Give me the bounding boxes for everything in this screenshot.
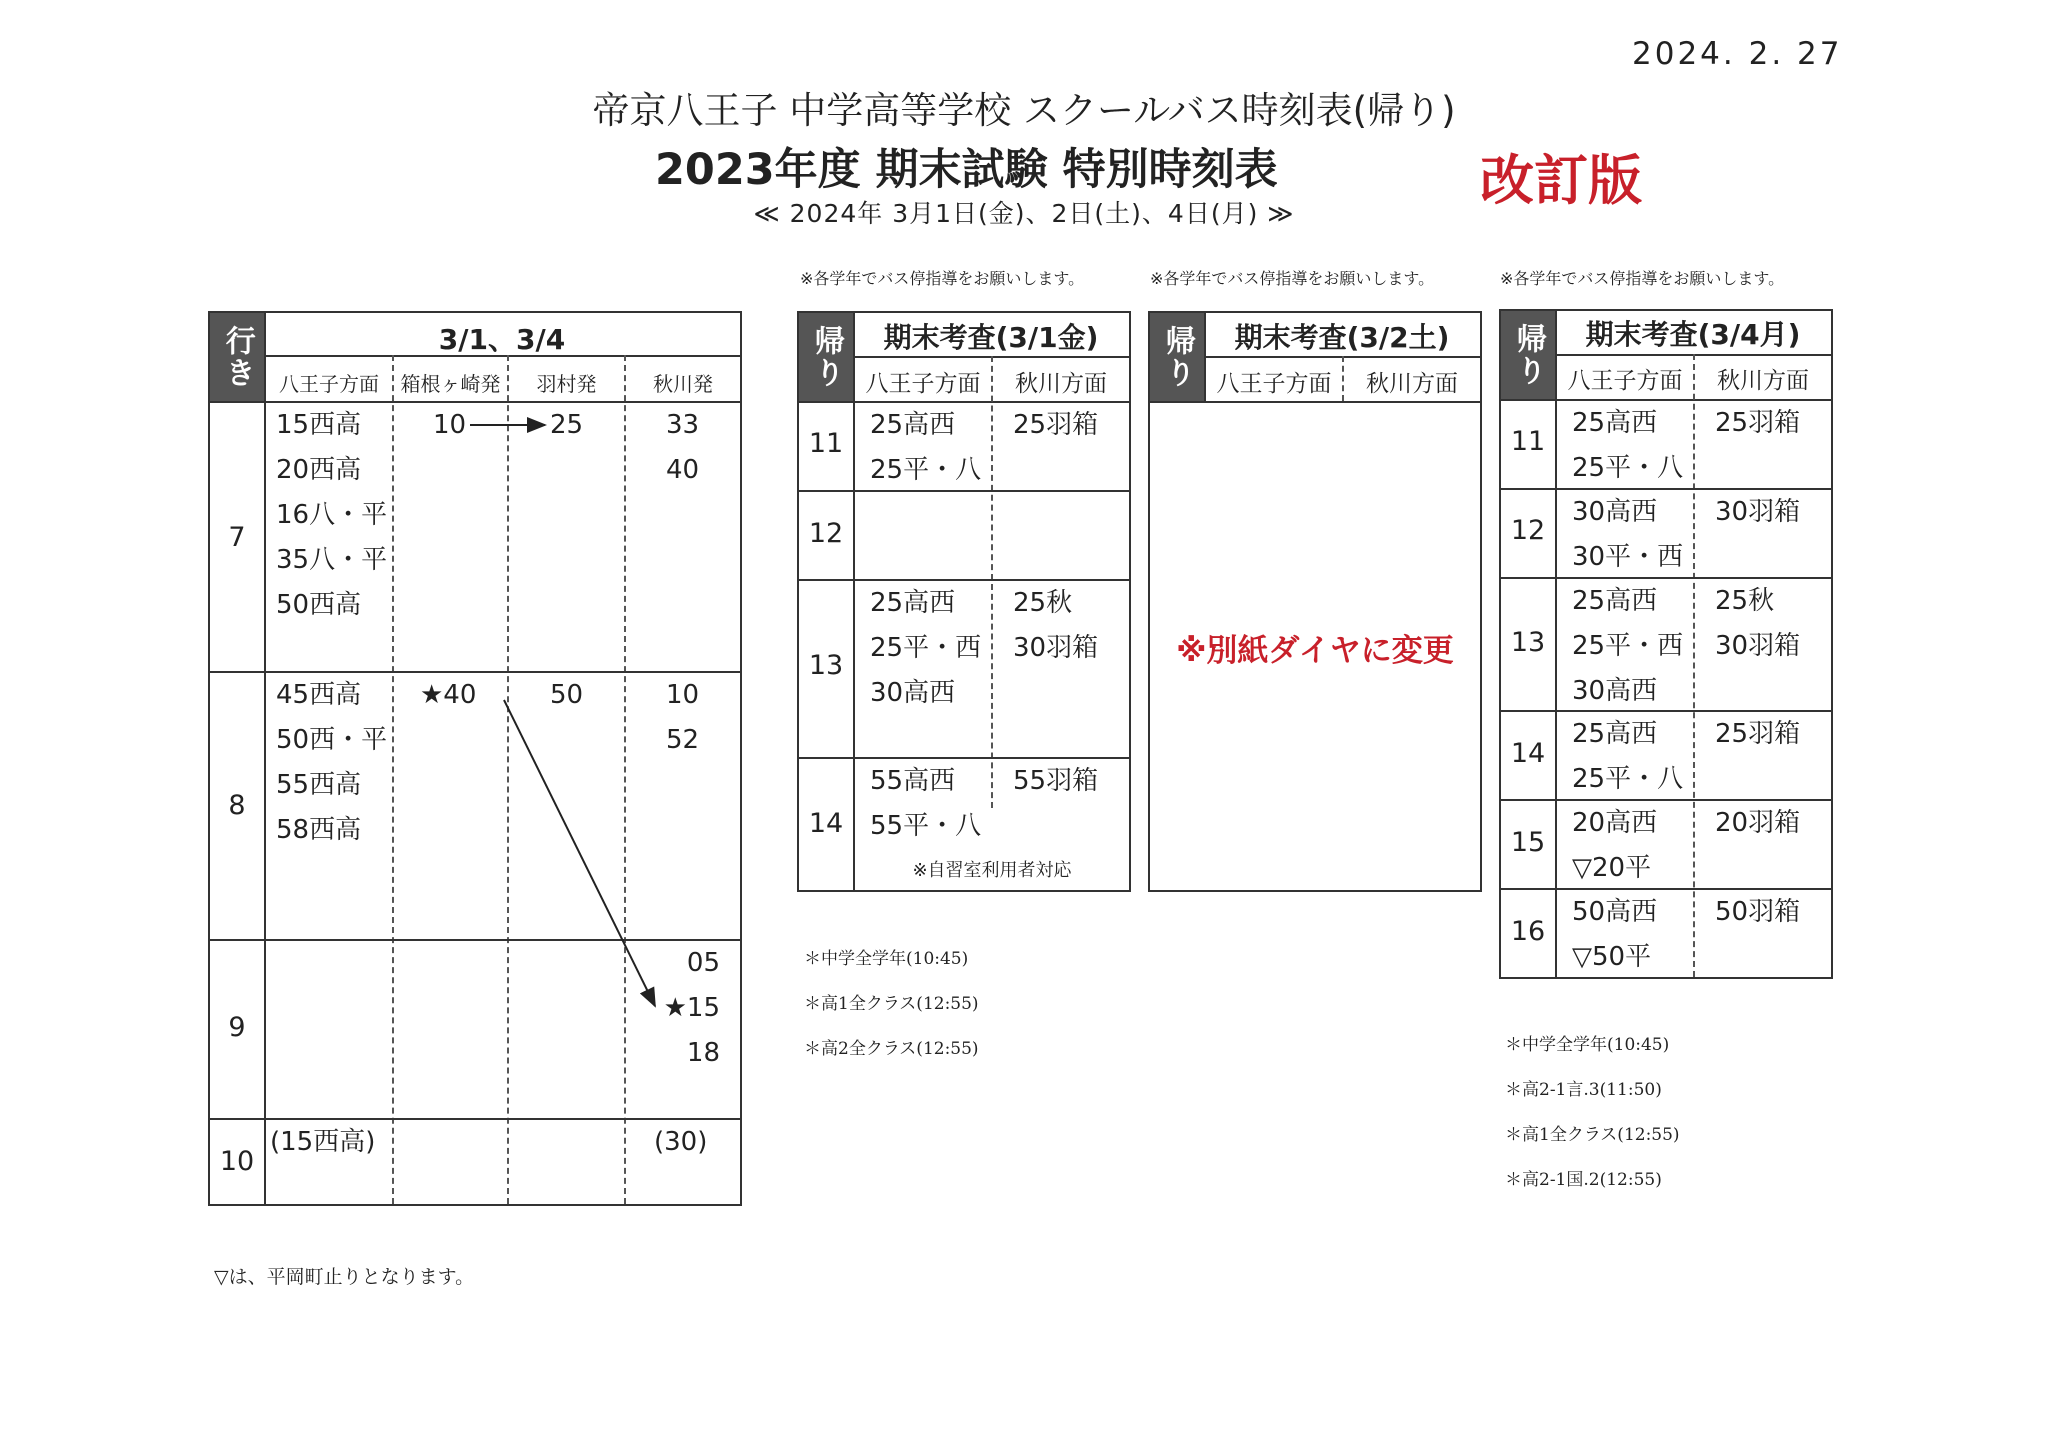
- schedule-cell: (15西高): [270, 1127, 376, 1157]
- return-title: 期末考査(3/2土): [1234, 321, 1450, 354]
- footnote: ＊中学全学年(10:45): [1505, 1035, 1670, 1055]
- hour-label: 10: [219, 1146, 255, 1177]
- date-range: ≪ 2024年 3月1日(金)、2日(土)、4日(月) ≫: [753, 199, 1295, 228]
- hour-label: 16: [1510, 916, 1546, 947]
- schedule-cell: 25羽箱: [1715, 719, 1801, 749]
- return-badge: 帰り: [1150, 313, 1204, 401]
- column-header: 秋川方面: [1366, 371, 1458, 397]
- schedule-cell: 25高西 25平・八: [1572, 719, 1684, 794]
- return-title: 期末考査(3/4月): [1585, 318, 1801, 351]
- schedule-cell: 25高西 25平・八: [1572, 408, 1684, 483]
- bus-stop-note: ※各学年でバス停指導をお願いします。: [1150, 269, 1435, 288]
- schedule-cell: 55羽箱: [1013, 766, 1099, 796]
- schedule-change-notice: ※別紙ダイヤに変更: [1176, 633, 1454, 669]
- footnote: ＊高2-1国.2(12:55): [1505, 1170, 1662, 1190]
- hour-label: 12: [1510, 515, 1546, 546]
- page-subtitle: 2023年度 期末試験 特別時刻表: [655, 145, 1278, 195]
- arrow-line: [504, 700, 655, 1006]
- schedule-cell: 30高西 30平・西: [1572, 497, 1684, 572]
- schedule-cell: 55高西 55平・八: [870, 766, 982, 841]
- hour-label: 7: [228, 522, 246, 553]
- column-header: 羽村発: [536, 372, 597, 396]
- schedule-cell: 50: [550, 680, 584, 710]
- bus-stop-note: ※各学年でバス停指導をお願いします。: [1500, 269, 1785, 288]
- schedule-cell: 10 52: [666, 680, 700, 755]
- schedule-cell: 50高西 ▽50平: [1572, 897, 1658, 972]
- column-header: 箱根ヶ崎発: [400, 372, 501, 396]
- column-header: 秋川方面: [1717, 368, 1809, 394]
- schedule-cell: 20高西 ▽20平: [1572, 808, 1658, 883]
- schedule-cell: 45西高 50西・平 55西高 58西高: [276, 680, 388, 845]
- schedule-cell: 25: [550, 410, 584, 440]
- return-badge: 帰り: [799, 313, 853, 401]
- schedule-cell: 05 ★15 18: [663, 948, 720, 1068]
- outbound-dates: 3/1、3/4: [438, 323, 566, 356]
- hour-label: 13: [1510, 627, 1546, 658]
- column-header: 八王子方面: [1567, 368, 1683, 394]
- footnote: ＊高1全クラス(12:55): [804, 994, 979, 1014]
- schedule-cell: 25秋 30羽箱: [1013, 588, 1099, 663]
- schedule-cell: 10: [433, 410, 467, 440]
- schedule-cell: 25高西 25平・八: [870, 410, 982, 485]
- hour-label: 14: [1510, 738, 1546, 769]
- schedule-cell: 25羽箱: [1715, 408, 1801, 438]
- schedule-cell: 25秋 30羽箱: [1715, 586, 1801, 661]
- footnote: ＊高2-1言.3(11:50): [1505, 1080, 1662, 1100]
- return-title: 期末考査(3/1金): [883, 321, 1099, 354]
- column-header: 八王子方面: [865, 371, 981, 397]
- hour-label: 8: [228, 790, 246, 821]
- hour-label: 14: [808, 808, 844, 839]
- revised-badge: 改訂版: [1480, 149, 1642, 212]
- hour-label: 15: [1510, 827, 1546, 858]
- page-title: 帝京八王子 中学高等学校 スクールバス時刻表(帰り): [592, 89, 1456, 132]
- hour-label: 11: [808, 428, 844, 459]
- bus-stop-note: ※各学年でバス停指導をお願いします。: [800, 269, 1085, 288]
- column-header: 秋川方面: [1015, 371, 1107, 397]
- hour-label: 9: [228, 1012, 246, 1043]
- footnote: ＊高1全クラス(12:55): [1505, 1125, 1680, 1145]
- hour-label: 11: [1510, 426, 1546, 457]
- legend-note: ▽は、平岡町止りとなります。: [214, 1266, 475, 1288]
- column-header: 秋川発: [653, 372, 713, 396]
- schedule-cell: (30): [654, 1127, 708, 1157]
- hour-label: 12: [808, 518, 844, 549]
- schedule-cell: 25高西 25平・西 30高西: [870, 588, 982, 708]
- column-header: 八王子方面: [279, 372, 379, 396]
- footnote: ＊高2全クラス(12:55): [804, 1039, 979, 1059]
- hour-label: 13: [808, 650, 844, 681]
- schedule-cell: ★40: [420, 680, 477, 710]
- schedule-cell: 25羽箱: [1013, 410, 1099, 440]
- schedule-cell: 20羽箱: [1715, 808, 1801, 838]
- schedule-cell: 25高西 25平・西 30高西: [1572, 586, 1684, 706]
- self-study-note: ※自習室利用者対応: [912, 860, 1072, 881]
- schedule-cell: 30羽箱: [1715, 497, 1801, 527]
- schedule-cell: 50羽箱: [1715, 897, 1801, 927]
- schedule-cell: 15西高 20西高 16八・平 35八・平 50西高: [276, 410, 388, 620]
- return-badge: 帰り: [1501, 311, 1555, 399]
- outbound-badge: 行き: [210, 313, 264, 401]
- schedule-cell: 33 40: [666, 410, 700, 485]
- footnote: ＊中学全学年(10:45): [804, 949, 969, 969]
- document-date: 2024. 2. 27: [1632, 36, 1843, 72]
- column-header: 八王子方面: [1216, 371, 1332, 397]
